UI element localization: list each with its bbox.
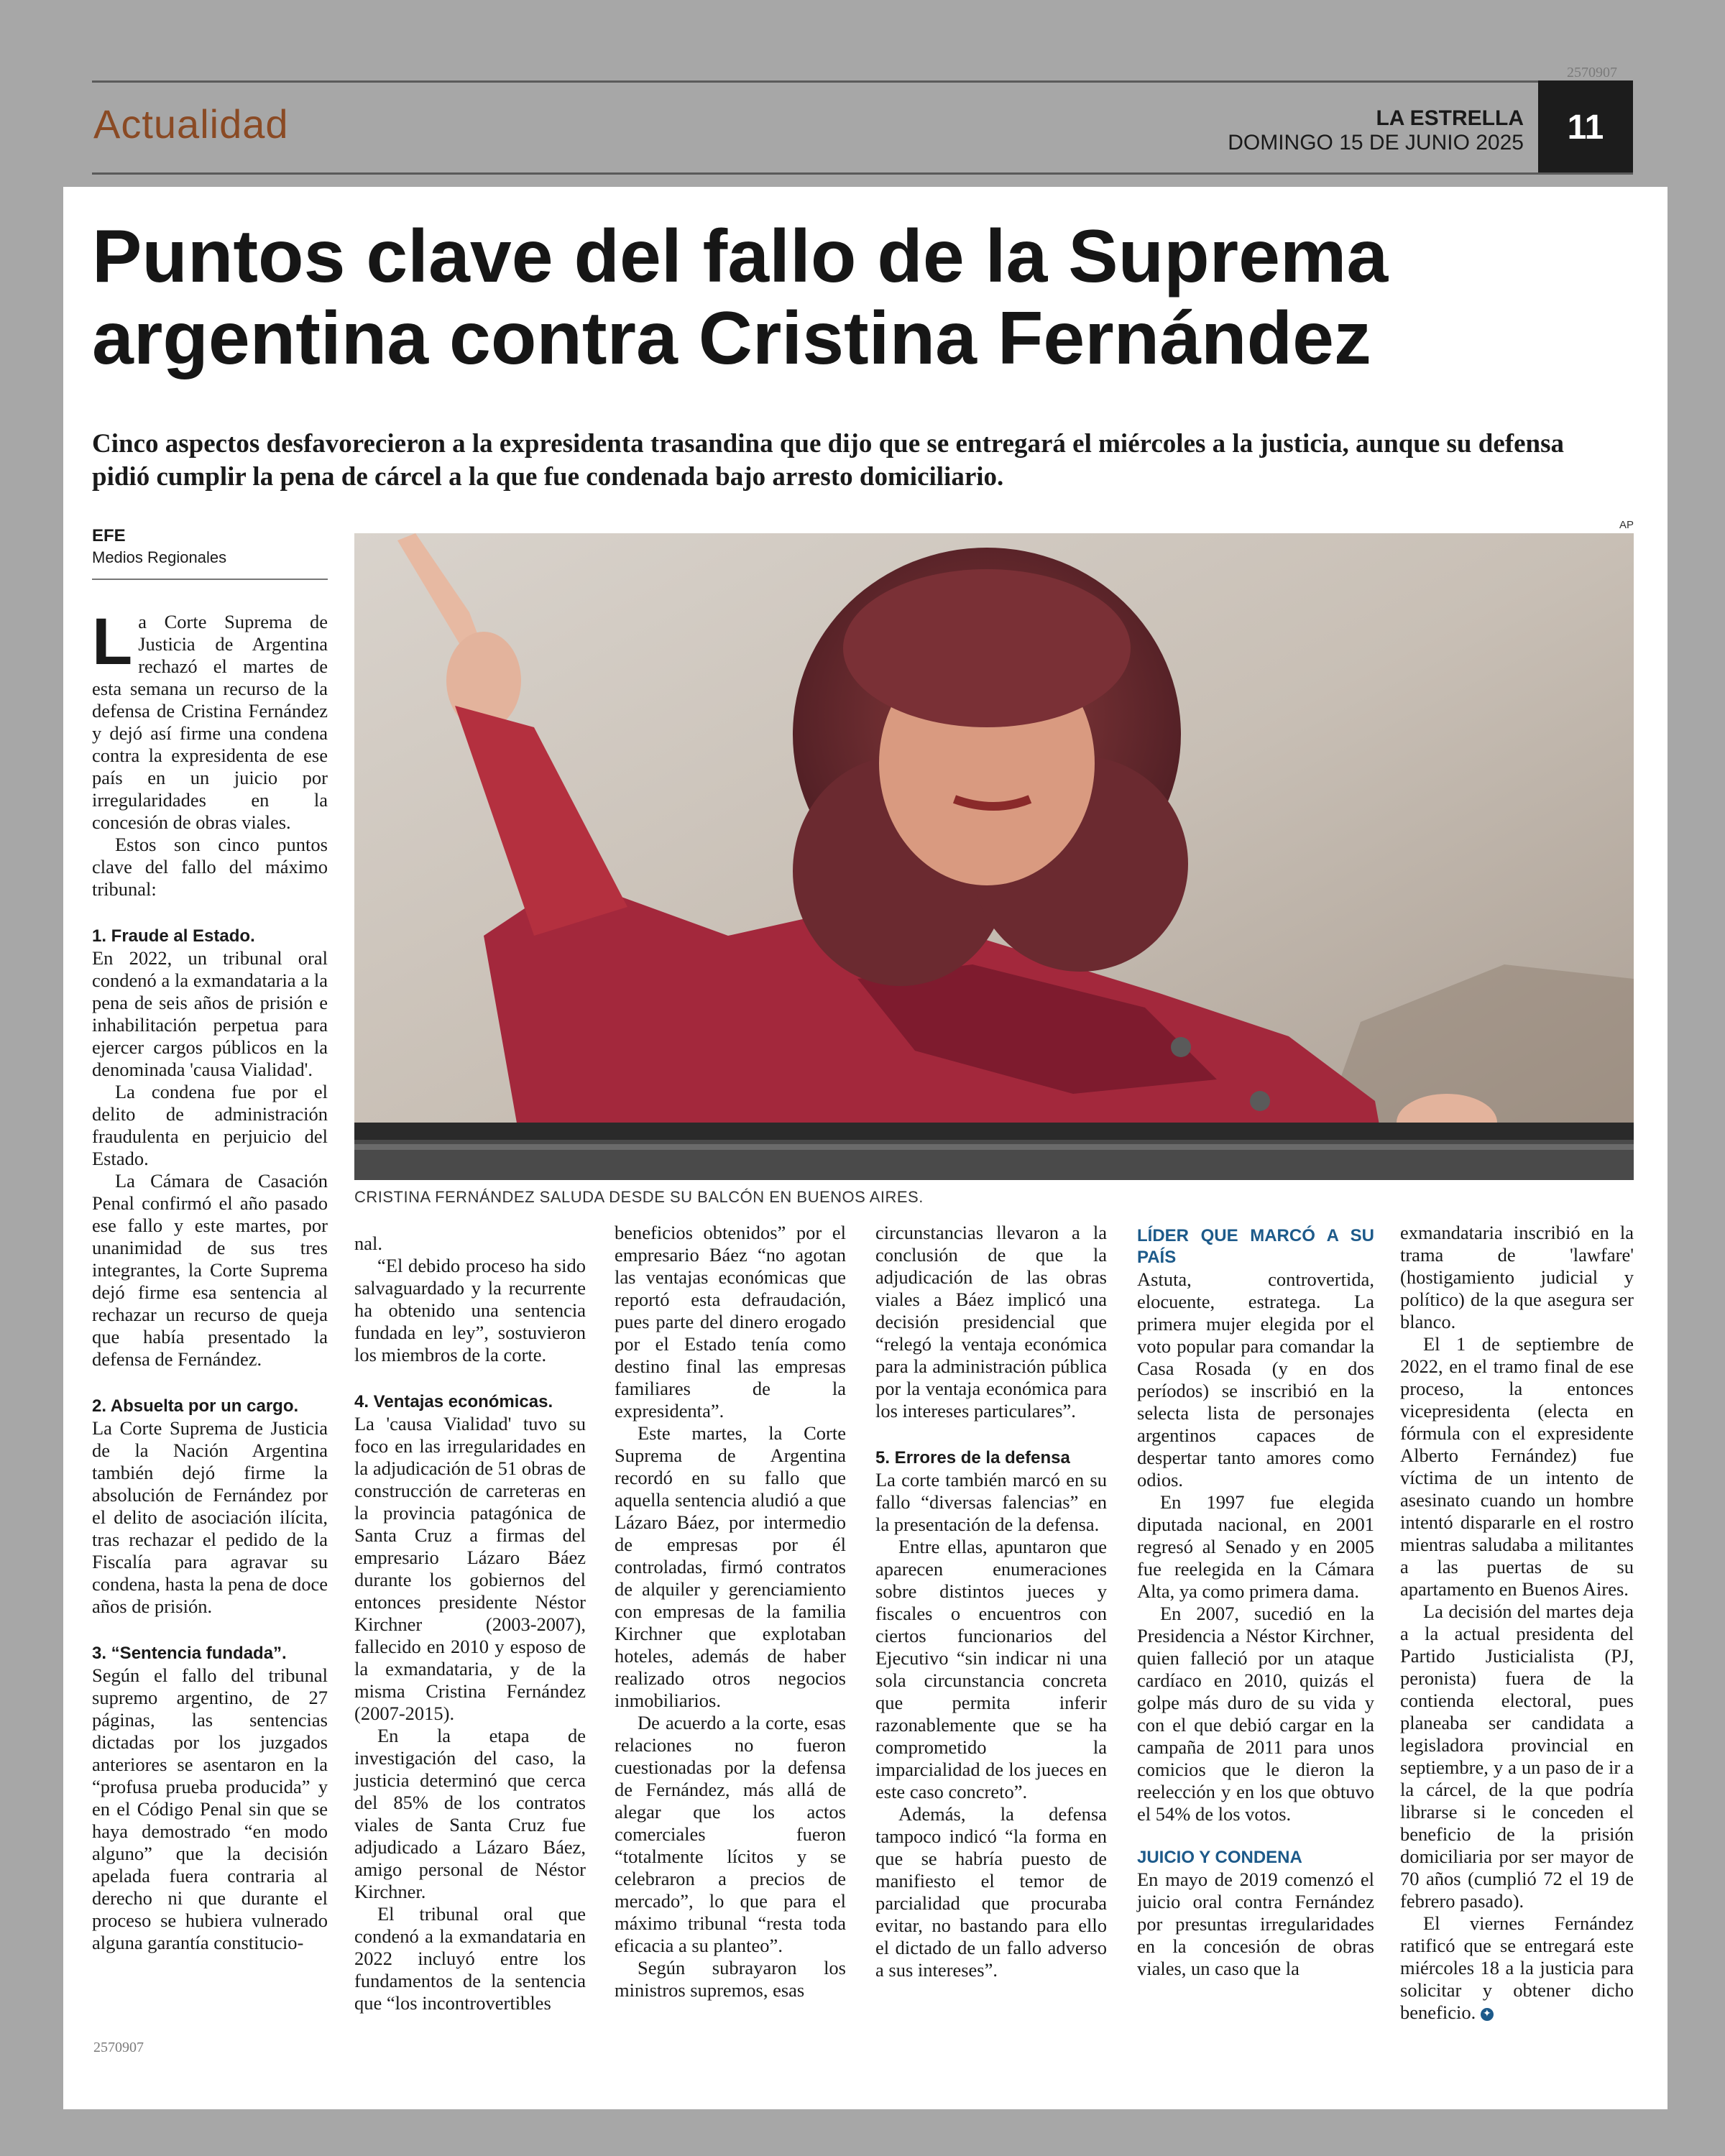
section-label: Actualidad (93, 101, 289, 147)
header-rule-top (92, 80, 1633, 83)
photo-credit: AP (1619, 519, 1634, 531)
paragraph: Entre ellas, apuntaron que aparecen enumeraciones sobre distintos jueces y fiscales o encuentros con ciertos funcionarios del Ejecutivo “sin indicar ni una sola circunstancia concreta que permita inferir razonablemente que se ha comprometido la imparcialidad de los jueces en este caso concreto”. (875, 1536, 1107, 1802)
subhead: 3. “Sentencia fundada”. (92, 1644, 287, 1663)
paragraph: La Cámara de Casación Penal confirmó el año pasado ese fallo y este martes, por unanimidad de sus tres integrantes, la Corte Suprema dejó firme esa sentencia al rechazar un recurso de queja que había presentado la defensa de Fernández. (92, 1170, 328, 1370)
page-number: 11 (1538, 80, 1633, 174)
paragraph: De acuerdo a la corte, esas relaciones no fueron cuestionadas por la defensa de Fernández, más allá de alegar que los actos comerciales fueron “totalmente lícitos y se celebraron a precios de mercado”, lo que para el máximo tribunal “resta toda eficacia a su planteo”. (615, 1712, 846, 1956)
column-3 (615, 1222, 846, 2001)
paragraph: “El debido proceso ha sido salvaguardado y la recurrente ha obtenido una sentencia fundada en ley”, sostuvieron los miembros de la corte. (354, 1255, 586, 1365)
column-2 (354, 1233, 586, 2014)
paragraph: nal. (354, 1233, 382, 1254)
paragraph: El 1 de septiembre de 2022, en el tramo final de ese proceso, la entonces vicepresidenta (electa en fórmula con el expresidente Alberto Fernández) fue víctima de un intento de asesinato cuando un hombre intentó dispararle en el rostro mientras saludaba a militantes a las puertas de su apartamento en Buenos Aires. (1400, 1333, 1634, 1600)
paragraph: En 2022, un tribunal oral condenó a la exmandataria a la pena de seis años de prisión e inhabilitación perpetua para ejercer cargos públicos en la denominada 'causa Vialidad'. (92, 947, 328, 1080)
paragraph: En 2007, sucedió en la Presidencia a Néstor Kirchner, quien falleció por un ataque cardíaco en 2010, quizás el golpe más duro de su vida y con el que debió cargar en la campaña de 2011 para unos comicios que le dieron la reelección y en los que obtuvo el 54% de los votos. (1137, 1603, 1374, 1825)
subhead: 4. Ventajas económicas. (354, 1392, 553, 1411)
paragraph: Según el fallo del tribunal supremo argentino, de 27 páginas, las sentencias dictadas por los juzgados anteriores se asentaron en la “profusa prueba producida” y en el Código Penal sin que se haya demostrado “en modo alguno” que la decisión apelada fuera contraria al derecho ni que durante el proceso se hubiera vulnerado alguna garantía constitucio- (92, 1664, 328, 1953)
sidebar-subhead: LÍDER QUE MARCÓ A SU PAÍS (1137, 1226, 1374, 1267)
paragraph: circunstancias llevaron a la conclusión de que la adjudicación de las obras viales a Báez implicó una decisión presidencial que “relegó la ventaja económica para la administración pública por la ventaja económica para los intereses particulares”. (875, 1222, 1107, 1422)
deck: Cinco aspectos desfavorecieron a la expresidenta trasandina que dijo que se entregará el miércoles a la justicia, aunque su defensa pidió cumplir la pena de cárcel a la que fue condenada bajo arresto domiciliario. (92, 429, 1564, 492)
column-4 (875, 1222, 1107, 1981)
paragraph: La condena fue por el delito de administración fraudulenta en perjuicio del Estado. (92, 1081, 328, 1169)
paragraph: En la etapa de investigación del caso, la justicia determinó que cerca del 85% de los contratos viales de Santa Cruz fue adjudicado a Lázaro Báez, amigo personal de Néstor Kirchner. (354, 1725, 586, 1902)
paragraph: Además, la defensa tampoco indicó “la forma en que se habría puesto de manifiesto el temor de parcialidad que procuraba evitar, no bastando para ello el dictado de un fallo adverso a sus intereses”. (875, 1803, 1107, 1981)
paragraph: Astuta, controvertida, elocuente, estratega. La primera mujer elegida por el voto popular para comandar la Casa Rosada (y en dos períodos) se inscribió en la selecta lista de personajes argentinos capaces de despertar tanto amores como odios. (1137, 1268, 1374, 1491)
headline: Puntos clave del fallo de la Suprema argentina contra Cristina Fernández (92, 215, 1389, 380)
paragraph: La Corte Suprema de Justicia de la Nación Argentina también dejó firme la absolución de Fernández por el delito de asociación ilícita, tras rechazar el pedido de la Fiscalía para agravar su condena, hasta la pena de doce años de prisión. (92, 1417, 328, 1617)
drop-cap: L (92, 605, 133, 678)
column-5 (1137, 1225, 1374, 1980)
article-photo (354, 533, 1634, 1180)
subhead: 2. Absuelta por un cargo. (92, 1396, 299, 1416)
paragraph: El tribunal oral que condenó a la exmandataria en 2022 incluyó entre los fundamentos de la sentencia que “los incontrovertibles (354, 1903, 586, 2014)
byline-rule (92, 579, 328, 580)
page-id-bottom: 2570907 (93, 2040, 144, 2055)
paragraph: La decisión del martes deja a la actual presidenta del Partido Justicialista (PJ, peronista) fuera de la contienda electoral, pues planeaba ser candidata a legisladora provincial en septiembre, y a un paso de ir a la cárcel, de la que podría librarse si le conceden el beneficio de la prisión domiciliaria por ser mayor de 70 años (cumplió 72 el 19 de febrero pasado). (1400, 1600, 1634, 1912)
byline-desk: Medios Regionales (92, 548, 227, 566)
subhead: 5. Errores de la defensa (875, 1448, 1070, 1468)
photo-caption: CRISTINA FERNÁNDEZ SALUDA DESDE SU BALCÓN EN BUENOS AIRES. (354, 1188, 924, 1206)
paragraph: La 'causa Vialidad' tuvo su foco en las irregularidades en la adjudicación de 51 obras de construcción de carreteras en la provincia patagónica de Santa Cruz a firmas del empresario Lázaro Báez durante los gobiernos del entonces presidente Néstor Kirchner (2003-2007), fallecido en 2010 y esposo de la exmandataria, y de la misma Cristina Fernández (2007-2015). (354, 1413, 586, 1724)
byline-agency: EFE (92, 526, 126, 545)
paragraph: La corte también marcó en su fallo “diversas falencias” en la presentación de la defensa. (875, 1469, 1107, 1535)
paragraph: a Corte Suprema de Justicia de Argentina rechazó el martes de esta semana un recurso de la defensa de Cristina Fernández y dejó así firme una condena contra la expresidenta de ese país en un juicio por irregularidades en la concesión de obras viales. (92, 611, 328, 833)
column-6 (1400, 1222, 1634, 2024)
page-id-top: 2570907 (1567, 65, 1617, 80)
paragraph: En mayo de 2019 comenzó el juicio oral contra Fernández por presuntas irregularidades en la concesión de obras viales, un caso que la (1137, 1869, 1374, 1979)
end-of-article-icon: ✦ (1481, 2008, 1494, 2021)
newspaper-name: LA ESTRELLA (1376, 106, 1524, 130)
paragraph: Este martes, la Corte Suprema de Argentina recordó en su fallo que aquella sentencia aludió a que Lázaro Báez, por intermedio de empresas por él controladas, firmó contratos de alquiler y gerenciamiento con empresas de la familia Kirchner que explotaban hoteles, además de haber realizado otros negocios inmobiliarios. (615, 1422, 846, 1711)
paragraph: Según subrayaron los ministros supremos, esas (615, 1957, 846, 2001)
issue-date: DOMINGO 15 DE JUNIO 2025 (1228, 131, 1524, 155)
paragraph: En 1997 fue elegida diputada nacional, en 2001 regresó al Senado y en 2005 fue reelegida en la Cámara Alta, ya como primera dama. (1137, 1491, 1374, 1602)
paragraph: beneficios obtenidos” por el empresario Báez “no agotan las ventajas económicas que reportó esta defraudación, pues parte del dinero erogado por el Estado tenía como destino final las empresas familiares de la expresidenta”. (615, 1222, 846, 1422)
article-sheet (63, 187, 1668, 2109)
subhead: 1. Fraude al Estado. (92, 926, 255, 946)
sidebar-subhead: JUICIO Y CONDENA (1137, 1848, 1302, 1867)
paragraph: Estos son cinco puntos clave del fallo del máximo tribunal: (92, 834, 328, 900)
header-rule-bottom (92, 172, 1633, 175)
column-1 (92, 605, 328, 1954)
paragraph: exmandataria inscribió en la trama de 'lawfare' (hostigamiento judicial y político) de la que asegura ser blanco. (1400, 1222, 1634, 1332)
paragraph: El viernes Fernández ratificó que se entregará este miércoles 18 a la justicia para solicitar y obtener dicho beneficio. (1400, 1912, 1634, 2023)
